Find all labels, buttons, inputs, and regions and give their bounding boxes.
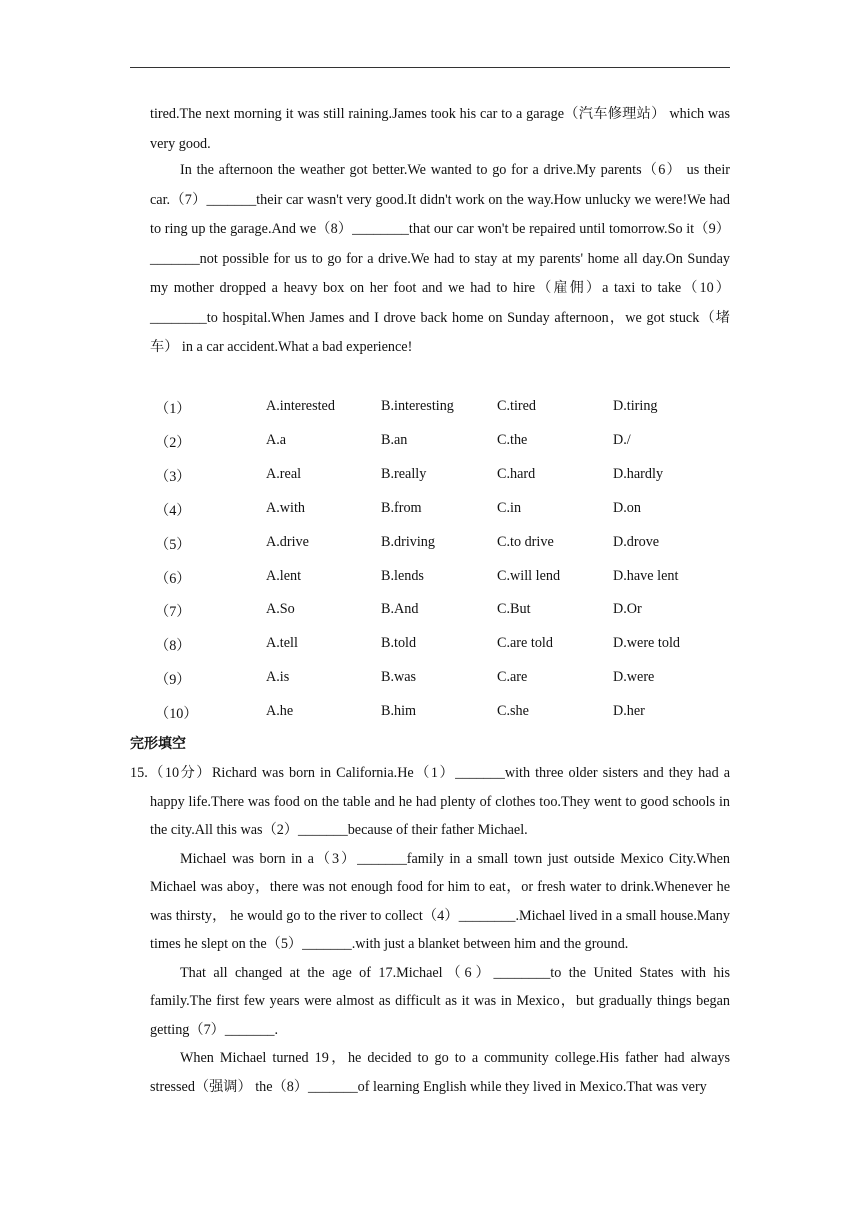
option-row (150, 703, 730, 723)
option-d: D.on (613, 500, 641, 516)
option-c: C.tired (497, 398, 537, 414)
option-c: C.hard (497, 466, 536, 482)
option-row (150, 466, 730, 486)
question-15-paragraph-4: When Michael turned 19，he decided to go to a community college.His father had always stressed（强调） the（8）_______of learning English while they lived in Mexico.That was very (150, 1050, 730, 1095)
option-d: D.were told (613, 635, 680, 651)
option-b: B.from (381, 500, 422, 516)
option-d: D.were (613, 669, 655, 685)
option-a: A.interested (266, 398, 335, 414)
header-rule (130, 67, 730, 68)
section-title: 完形填空 (130, 736, 186, 752)
option-b: B.him (381, 703, 417, 719)
option-c: C.are told (497, 635, 553, 651)
option-b: B.told (381, 635, 417, 651)
question-number: （4） (155, 503, 191, 519)
option-d: D.drove (613, 534, 660, 550)
passage-paragraph: In the afternoon the weather got better.We wanted to go for a drive.My parents（6） us their car.（7）_______their car wasn't very good.It didn't work on the way.How unlucky we were!We had to ring up the garage.And we（8）________that our car won't be repaired until tomorrow.So it（9）_______not possible for us to go for a drive.We had to stay at my parents' home all day.On Sunday my mother dropped a heavy box on her foot and we had to hire（雇佣）a taxi to take（10）________to hospital.When James and I drove back home on Sunday afternoon，we got stuck（堵车） in a car accident.What a bad experience! (150, 162, 730, 355)
option-b: B.an (381, 432, 408, 448)
option-a: A.is (266, 669, 290, 685)
option-a: A.So (266, 601, 295, 617)
option-c: C.she (497, 703, 529, 719)
option-d: D.have lent (613, 568, 679, 584)
question-15-paragraph-1: 15.（10分）Richard was born in California.He（1）_______with three older sisters and they had a happy life.There was food on the table and he had plenty of clothes too.They went to good schools in the city.All this was（2）_______because of their father Michael. (130, 765, 730, 838)
option-c: C.in (497, 500, 522, 516)
option-d: D.tiring (613, 398, 658, 414)
option-a: A.tell (266, 635, 298, 651)
question-number: （2） (155, 435, 191, 451)
option-b: B.really (381, 466, 427, 482)
option-row (150, 398, 730, 418)
question-15-paragraph-3: That all changed at the age of 17.Michael（6）________to the United States with his family.The first few years were almost as difficult as it was in Mexico，but gradually things began getting（7）_______. (150, 964, 730, 1038)
option-row (150, 568, 730, 588)
option-d: D./ (613, 432, 631, 448)
option-a: A.with (266, 500, 306, 516)
option-a: A.drive (266, 534, 309, 550)
question-number: （8） (155, 638, 191, 654)
option-a: A.he (266, 703, 294, 719)
option-d: D.her (613, 703, 645, 719)
option-c: C.will lend (497, 568, 561, 584)
option-row (150, 601, 730, 621)
option-a: A.a (266, 432, 287, 448)
question-15 (130, 759, 730, 1101)
option-b: B.was (381, 669, 417, 685)
option-b: B.driving (381, 534, 435, 550)
option-d: D.hardly (613, 466, 664, 482)
option-a: A.real (266, 466, 302, 482)
passage-continuation-paragraph: tired.The next morning it was still raining.James took his car to a garage（汽车修理站） which was very good. (150, 106, 730, 152)
option-row (150, 635, 730, 655)
option-a: A.lent (266, 568, 302, 584)
question-number: （3） (155, 469, 191, 485)
option-c: C.But (497, 601, 531, 617)
option-c: C.are (497, 669, 528, 685)
question-15-paragraph-2: Michael was born in a（3）_______family in a small town just outside Mexico City.When Michael was aboy，there was not enough food for him to eat，or fresh water to drink.Whenever he was thirsty， he would go to the river to collect（4）________.Michael lived in a small house.Many times he slept on the（5）_______.with just a blanket between him and the ground. (150, 850, 730, 952)
question-number: （1） (155, 401, 191, 417)
question-number: （9） (155, 672, 191, 688)
option-row (150, 669, 730, 689)
option-b: B.And (381, 601, 419, 617)
option-c: C.the (497, 432, 528, 448)
option-row (150, 534, 730, 554)
question-number: （10） (155, 706, 198, 722)
question-number: （7） (155, 604, 191, 620)
question-number: （5） (155, 537, 191, 553)
option-b: B.lends (381, 568, 424, 584)
question-number: （6） (155, 571, 191, 587)
option-row (150, 500, 730, 520)
option-b: B.interesting (381, 398, 454, 414)
option-row (150, 432, 730, 452)
option-d: D.Or (613, 601, 642, 617)
option-c: C.to drive (497, 534, 554, 550)
